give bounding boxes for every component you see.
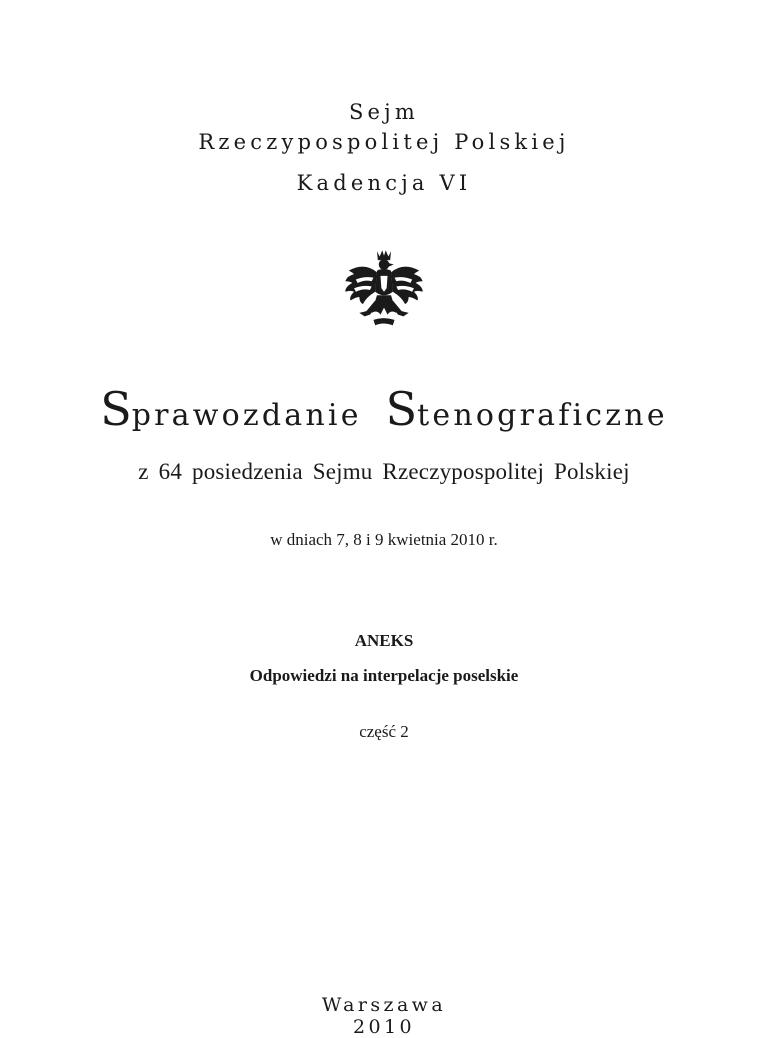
title-word-1: prawozdanie — [131, 398, 362, 433]
country-name: Rzeczypospolitej Polskiej — [198, 130, 570, 154]
parliament-name: Sejm — [348, 100, 420, 124]
annex-heading: Odpowiedzi na interpelacje poselskie — [249, 666, 519, 685]
session-dates: w dniach 7, 8 i 9 kwietnia 2010 r. — [270, 530, 498, 549]
title-initial-1: S — [100, 382, 132, 436]
publication-year: 2010 — [353, 1016, 415, 1038]
document-subtitle: z 64 posiedzenia Sejmu Rzeczypospolitej Polskiej — [138, 459, 630, 484]
annex-label: ANEKS — [354, 631, 414, 650]
title-word-2: tenograficzne — [417, 398, 668, 433]
publication-city: Warszawa — [321, 994, 447, 1016]
term-label: Kadencja VI — [296, 171, 472, 195]
part-label: część 2 — [359, 722, 409, 741]
polish-eagle-emblem-icon — [340, 246, 428, 334]
document-title — [0, 382, 768, 436]
title-initial-2: S — [385, 382, 418, 436]
